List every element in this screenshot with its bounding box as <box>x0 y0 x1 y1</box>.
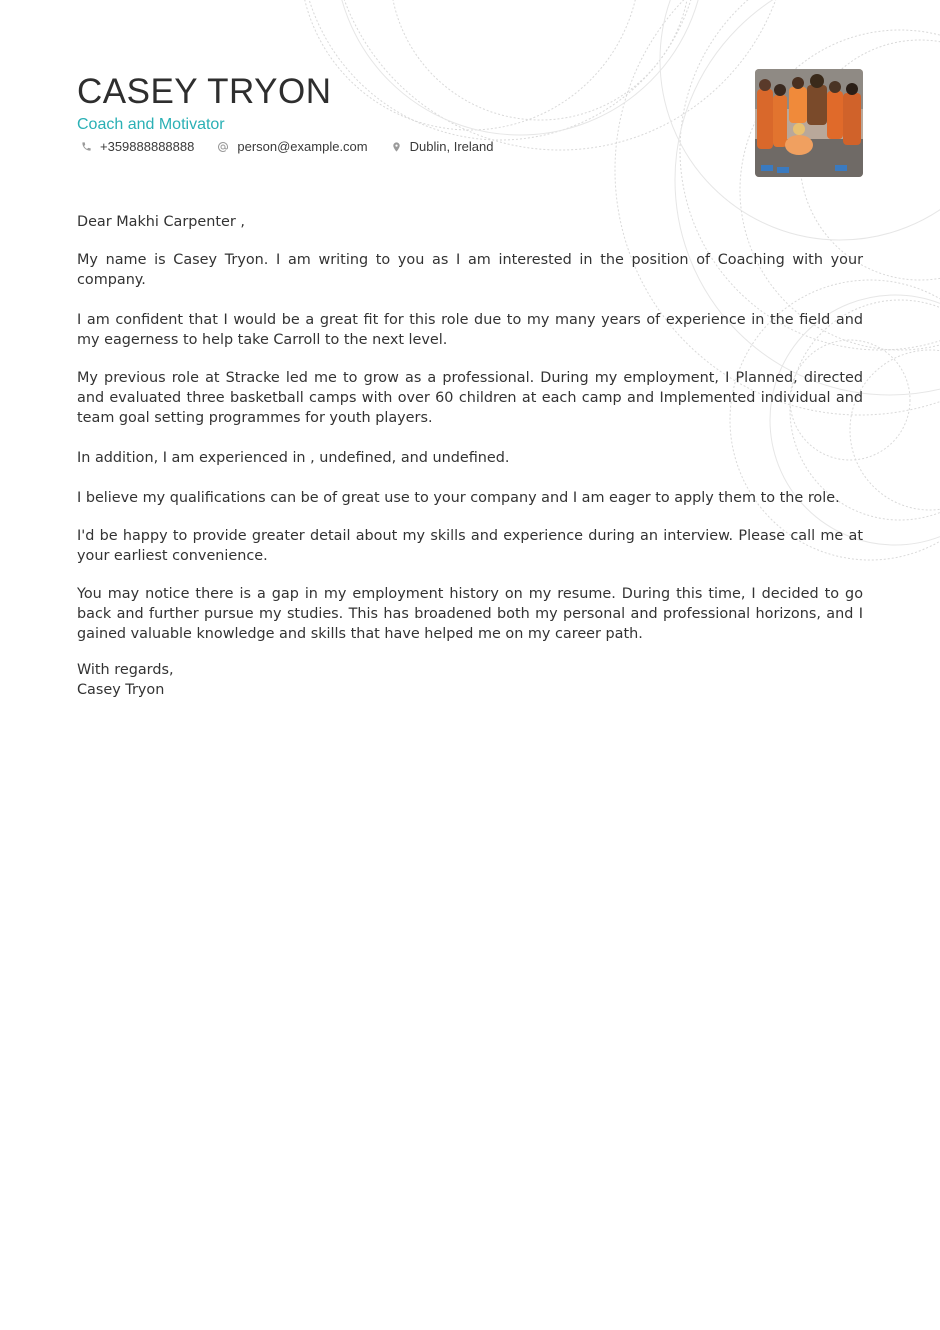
profile-photo <box>755 69 863 177</box>
contact-email <box>213 139 367 154</box>
phone-icon <box>81 141 92 152</box>
map-pin-icon <box>391 141 402 153</box>
phone-number: +359888888888 <box>100 139 195 154</box>
paragraph: My previous role at Stracke led me to grow as a professional. During my employment, I Planned, directed and evaluated three basketball camps with over 60 children at each camp and Implemented individual and team goal setting programmes for youth players. <box>77 370 863 426</box>
contact-location <box>387 139 494 154</box>
closing: With regards, <box>77 662 174 678</box>
paragraph: You may notice there is a gap in my employment history on my resume. During this time, I decided to go back and further pursue my studies. This has broadened both my personal and professional horizons, and I gained valuable knowledge and skills that have helped me on my career path. <box>77 586 863 642</box>
applicant-name: CASEY TRYON <box>77 72 332 111</box>
salutation: Dear Makhi Carpenter , <box>77 214 245 230</box>
paragraph: I'd be happy to provide greater detail about my skills and experience during an interview. Please call me at your earliest convenience. <box>77 528 863 564</box>
email-address: person@example.com <box>237 139 368 154</box>
paragraph: My name is Casey Tryon. I am writing to you as I am interested in the position of Coaching with your company. <box>77 252 863 288</box>
at-icon <box>217 141 229 153</box>
sign-off <box>77 660 863 700</box>
job-title: Coach and Motivator <box>77 116 225 133</box>
paragraph: I am confident that I would be a great fit for this role due to my many years of experience in the field and my eagerness to help take Carroll to the next level. <box>77 312 863 348</box>
contact-info <box>77 139 863 154</box>
letter-body <box>77 212 863 700</box>
signature: Casey Tryon <box>77 682 165 698</box>
contact-phone <box>77 139 194 154</box>
location-text: Dublin, Ireland <box>409 139 494 154</box>
paragraph: I believe my qualifications can be of great use to your company and I am eager to apply them to the role. <box>77 490 840 506</box>
paragraph: In addition, I am experienced in , undefined, and undefined. <box>77 450 510 466</box>
header <box>77 72 863 154</box>
